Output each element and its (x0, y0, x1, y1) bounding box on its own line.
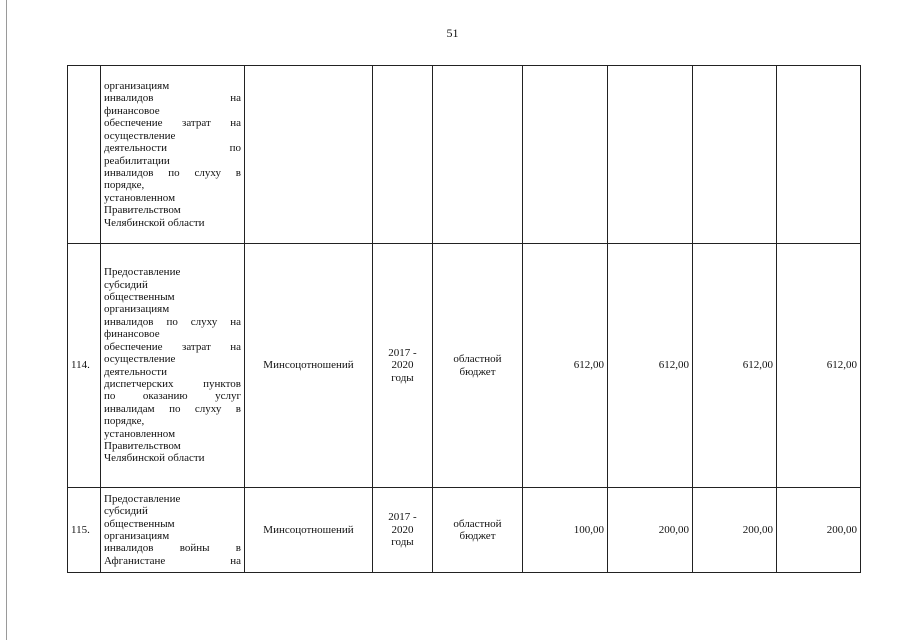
funding-source-line: областной (453, 517, 502, 530)
period-line: годы (391, 536, 414, 549)
funding-source-line: бюджет (459, 365, 496, 378)
description-line: Предоставление (104, 266, 181, 279)
amount-cell-3 (693, 66, 777, 244)
description-line: Челябинской области (104, 216, 205, 229)
description-line: инвалидов по слуху на (104, 315, 241, 328)
period-line: 2017 - (388, 511, 417, 524)
amount-value: 612,00 (742, 359, 773, 372)
description-line: общественным (104, 517, 175, 530)
description-line: деятельности (104, 365, 167, 378)
description-line: Правительством (104, 204, 181, 217)
period-line: 2017 - (388, 346, 417, 359)
amount-value: 100,00 (573, 523, 604, 536)
amount-cell-4 (777, 66, 861, 244)
funding-source-line: бюджет (459, 530, 496, 542)
description-line: порядке, (104, 179, 145, 192)
description-line: диспетчерских пунктов (104, 377, 241, 390)
amount-cell-2 (608, 488, 693, 573)
program-table (67, 65, 861, 573)
measure-description (101, 66, 245, 244)
description-line: общественным (104, 291, 175, 304)
amount-cell-1 (523, 244, 608, 488)
executor-cell (245, 244, 373, 488)
description-line: Правительством (104, 439, 181, 452)
description-line: инвалидов по слуху в (104, 166, 241, 179)
amount-cell-3 (693, 488, 777, 573)
row-number-text: 114. (71, 359, 90, 372)
amount-cell-2 (608, 66, 693, 244)
amount-cell-4 (777, 488, 861, 573)
description-line: обеспечение затрат на (104, 117, 241, 130)
funding-source-line: областной (453, 353, 502, 366)
period-line: 2020 (391, 523, 414, 536)
row-number (68, 66, 101, 244)
description-line: финансовое (104, 328, 160, 341)
row-number-text: 115. (71, 523, 90, 536)
amount-cell-1 (523, 488, 608, 573)
amount-cell-4 (777, 244, 861, 488)
page-number: 51 (446, 26, 459, 40)
scan-edge (6, 0, 7, 640)
description-line: обеспечение затрат на (104, 340, 241, 353)
description-line: инвалидов войны в (104, 542, 241, 555)
amount-cell-3 (693, 244, 777, 488)
amount-value: 612,00 (573, 359, 604, 372)
amount-value: 200,00 (826, 523, 857, 536)
row-number (68, 488, 101, 573)
measure-description (101, 488, 245, 573)
description-line: финансовое (104, 104, 160, 117)
description-line: субсидий (104, 278, 148, 291)
amount-value: 612,00 (658, 359, 689, 372)
funding-source-cell (433, 488, 523, 573)
description-line: по оказанию услуг (104, 390, 241, 403)
description-line: установленном (104, 427, 176, 440)
description-line: установленном (104, 191, 176, 204)
row-number (68, 244, 101, 488)
period-cell (373, 488, 433, 573)
description-line: порядке, (104, 415, 145, 428)
description-line: Челябинской области (104, 452, 205, 465)
table-body (68, 66, 861, 573)
executor-text: Минсоцотношений (263, 523, 354, 536)
measure-description (101, 244, 245, 488)
description-line: реабилитации (104, 154, 170, 167)
period-cell (373, 244, 433, 488)
description-line: инвалидам по слуху в (104, 402, 241, 415)
description-line: деятельности по (104, 142, 241, 155)
period-cell (373, 66, 433, 244)
table-row (68, 66, 861, 244)
description-line: инвалидов на (104, 92, 241, 105)
description-line: Афганистане на (104, 554, 241, 567)
funding-source-cell (433, 66, 523, 244)
description-line: организациям (104, 80, 170, 93)
amount-value: 200,00 (658, 523, 689, 536)
table-row (68, 244, 861, 488)
description-line: организациям (104, 303, 170, 316)
description-line: субсидий (104, 505, 148, 518)
description-line: осуществление (104, 129, 176, 142)
amount-value: 200,00 (742, 523, 773, 536)
funding-source-cell (433, 244, 523, 488)
description-line: организациям (104, 530, 170, 542)
period-line: 2020 (391, 359, 414, 372)
description-line: осуществление (104, 353, 176, 366)
period-line: годы (391, 371, 414, 384)
amount-value: 612,00 (826, 359, 857, 372)
executor-cell (245, 488, 373, 573)
executor-cell (245, 66, 373, 244)
amount-cell-1 (523, 66, 608, 244)
amount-cell-2 (608, 244, 693, 488)
table-row (68, 488, 861, 573)
executor-text: Минсоцотношений (263, 359, 354, 372)
description-line: Предоставление (104, 492, 181, 505)
